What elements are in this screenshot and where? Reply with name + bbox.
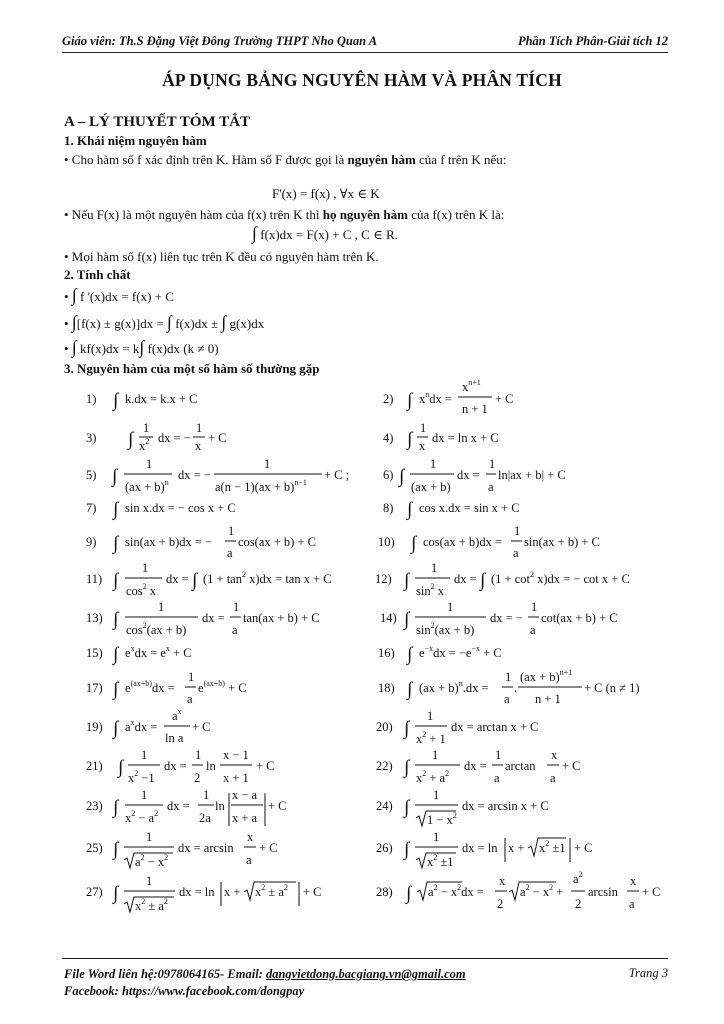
svg-text:sin2 x: $\sin^2 x$ <box>416 582 444 598</box>
svg-text:1: 1 <box>531 600 538 614</box>
svg-text:∫: ∫ <box>407 499 413 520</box>
svg-text:2: 2 <box>194 771 201 785</box>
svg-text:+ C (n ≠ 1): + C (n ≠ 1) <box>584 681 640 695</box>
svg-text:n + 1: n + 1 <box>462 402 488 416</box>
svg-text:1: 1 <box>195 748 202 762</box>
svg-text:∫: ∫ <box>404 839 410 860</box>
page-footer: File Word liên hệ:0978064165- Email: dangvietdong.bacgiang.vn@gmail.com Facebook: https://www.facebook.com/dongpay <box>64 967 466 998</box>
svg-text:∫: ∫ <box>113 609 119 630</box>
svg-text:dx =: dx = <box>167 799 190 813</box>
svg-text:x2 + a2: $x^2 + a^2$ <box>416 769 450 785</box>
svg-text:cos(ax + b) + C: cos(ax + b) + C <box>238 535 316 549</box>
svg-text:∫: ∫ <box>113 883 119 904</box>
svg-text:∫: ∫ <box>404 797 410 818</box>
svg-text:+ C: + C <box>256 759 275 773</box>
svg-text:dx = −: dx = − <box>490 611 523 625</box>
svg-text:16): 16) <box>378 646 395 660</box>
svg-text:a: a <box>629 897 635 911</box>
svg-text:∫: ∫ <box>399 466 405 487</box>
svg-text:21): 21) <box>86 759 103 773</box>
svg-text:arctan: arctan <box>505 759 536 773</box>
svg-text:∫: ∫ <box>113 499 119 520</box>
svg-text:dx = −: dx = − <box>178 468 211 482</box>
footer-email-link[interactable]: dangvietdong.bacgiang.vn@gmail.com <box>265 967 466 981</box>
svg-text:a: a <box>187 692 193 706</box>
s1-paragraph-3: • Mọi hàm số f(x) liên tục trên K đều có nguyên hàm trên K. <box>64 249 379 264</box>
svg-text:tan(ax + b) + C: tan(ax + b) + C <box>243 611 320 625</box>
svg-text:x − 1: x − 1 <box>223 748 249 762</box>
svg-text:3): 3) <box>86 431 97 445</box>
svg-text:sin(ax + b)dx = −: sin(ax + b)dx = − <box>125 535 213 549</box>
header-left: Giáo viên: Th.S Đặng Việt Đông Trường THPT Nho Quan A <box>62 34 378 48</box>
svg-text:∫: ∫ <box>118 757 124 778</box>
s1-paragraph-2: • Nếu F(x) là một nguyên hàm của f(x) trên K thì họ nguyên hàm của f(x) trên K là: <box>64 207 505 222</box>
svg-text:12): 12) <box>375 572 392 586</box>
svg-text:+ C: + C <box>208 431 227 445</box>
svg-text:a(n − 1)(ax + b)n−1: a(n − 1)(ax + b)$^{n-1}$ <box>215 478 307 494</box>
svg-text:1: 1 <box>141 748 148 762</box>
svg-text:a: a <box>530 623 536 637</box>
svg-text:22): 22) <box>376 759 393 773</box>
svg-text:sin2(ax + b): $\sin^2(ax + b)$ <box>416 621 475 637</box>
svg-text:1: 1 <box>433 788 440 802</box>
svg-text:13): 13) <box>86 611 103 625</box>
svg-text:+ C: + C <box>642 885 661 899</box>
svg-text:∫: ∫ <box>404 609 410 630</box>
svg-text:1: 1 <box>228 524 235 538</box>
svg-text:dx = ln: dx = ln <box>462 841 498 855</box>
svg-text:19): 19) <box>86 720 103 734</box>
svg-text:6): 6) <box>383 468 394 482</box>
svg-text:cos2 x: $\cos^2 x$ <box>126 582 157 598</box>
svg-text:+ C ;: + C ; <box>324 468 350 482</box>
svg-text:cot(ax + b) + C: cot(ax + b) + C <box>541 611 618 625</box>
svg-text:1: 1 <box>489 457 496 471</box>
svg-text:9): 9) <box>86 535 97 549</box>
s1-paragraph-1: • Cho hàm số f xác định trên K. Hàm số F được gọi là nguyên hàm của f trên K nếu: <box>64 152 507 167</box>
svg-text:∫: ∫ <box>113 797 119 818</box>
svg-text:5): 5) <box>86 468 97 482</box>
svg-text:2a: 2a <box>199 811 211 825</box>
svg-text:1: 1 <box>432 748 439 762</box>
svg-text:a: a <box>494 771 500 785</box>
svg-text:xndx =: $x^ndx$ = <box>419 390 452 406</box>
svg-text:x + 1: x + 1 <box>223 771 249 785</box>
svg-text:(ax + b)n.dx =: (ax + b)$^n$.dx = <box>419 679 489 695</box>
svg-text:∫: ∫ <box>112 466 118 487</box>
svg-text:1: 1 <box>427 709 434 723</box>
svg-text:x +: x + <box>224 885 241 899</box>
svg-text:dx = arcsin: dx = arcsin <box>178 841 234 855</box>
svg-text:2: 2 <box>575 897 582 911</box>
svg-text:a2 − x2dx =: $a^2 - x^2dx$ = <box>428 883 484 899</box>
svg-text:ln: ln <box>206 759 216 773</box>
svg-text:1: 1 <box>514 524 521 538</box>
svg-text:14): 14) <box>380 611 397 625</box>
svg-text:1: 1 <box>433 830 440 844</box>
svg-text:∫: ∫ <box>411 533 417 554</box>
svg-text:+ C: + C <box>574 841 593 855</box>
svg-text:∫: ∫ <box>113 718 119 739</box>
svg-text:1: 1 <box>146 830 153 844</box>
svg-text:a: a <box>488 480 494 494</box>
svg-text:x − a: x − a <box>232 788 258 802</box>
svg-text:.: . <box>514 681 518 695</box>
svg-text:a2: $a^2$ <box>573 870 583 886</box>
svg-text:∫: ∫ <box>407 429 413 450</box>
svg-text:n + 1: n + 1 <box>535 692 561 706</box>
svg-text:a2 − x2: $a^2 - x^2$ <box>135 853 169 869</box>
svg-text:x: x <box>247 830 254 844</box>
svg-text:1: 1 <box>158 600 165 614</box>
svg-text:∫: ∫ <box>404 757 410 778</box>
svg-text:a: a <box>246 853 252 867</box>
svg-text:2): 2) <box>383 392 394 406</box>
svg-text:dx = arctan x + C: dx = arctan x + C <box>451 720 539 734</box>
svg-text:dx =: dx = <box>464 759 487 773</box>
svg-text:28): 28) <box>376 885 393 899</box>
svg-text:x +: x + <box>508 841 525 855</box>
svg-text:1: 1 <box>495 748 502 762</box>
svg-text:+ C: + C <box>562 759 581 773</box>
svg-text:x: x <box>630 874 637 888</box>
svg-text:1: 1 <box>447 600 454 614</box>
svg-text:∫: ∫ <box>407 679 413 700</box>
svg-text:1: 1 <box>141 788 148 802</box>
svg-text:x2 ±1: $x^2 \pm 1$ <box>427 853 454 869</box>
svg-text:axdx =: $a^xdx$ = <box>125 718 158 734</box>
svg-text:∫: ∫ <box>113 644 119 665</box>
svg-text:1): 1) <box>86 392 97 406</box>
svg-text:∫: ∫ <box>113 390 119 411</box>
svg-text:e(ax+b)dx =: $e^{(ax+b)}dx$ = <box>125 679 175 695</box>
s2-heading: 2. Tính chất <box>64 267 131 282</box>
svg-text:x: x <box>195 439 202 453</box>
footer-facebook: Facebook: https://www.facebook.com/dongpay <box>64 983 305 998</box>
svg-text:dx = ln x + C: dx = ln x + C <box>432 431 499 445</box>
svg-text:x + a: x + a <box>232 811 258 825</box>
svg-text:ax: $a^x$ <box>172 707 182 723</box>
footer-divider <box>62 958 668 959</box>
svg-text:∫: ∫ <box>404 718 410 739</box>
svg-text:a: a <box>550 771 556 785</box>
property-1: • ∫ f '(x)dx = f(x) + C <box>64 285 174 305</box>
svg-text:25): 25) <box>86 841 103 855</box>
svg-text:4): 4) <box>383 431 394 445</box>
svg-text:e−xdx = −e−x + C: $e^{-x}dx = -e^{-x} + C$ <box>419 644 502 660</box>
svg-text:x2 + 1: $x^2 + 1$ <box>416 730 446 746</box>
svg-text:1 − x2: $1 - x^2$ <box>427 811 457 827</box>
svg-text:1: 1 <box>420 421 427 435</box>
svg-text:17): 17) <box>86 681 103 695</box>
svg-text:∫: ∫ <box>480 570 486 591</box>
svg-text:+ C: + C <box>259 841 278 855</box>
svg-text:∫: ∫ <box>192 570 198 591</box>
svg-text:1: 1 <box>264 457 271 471</box>
svg-text:arcsin: arcsin <box>588 885 618 899</box>
svg-text:15): 15) <box>86 646 103 660</box>
svg-text:(ax + b)n: (ax + b)$^n$ <box>125 478 169 494</box>
property-3: • ∫ kf(x)dx = k∫ f(x)dx (k ≠ 0) <box>64 337 219 357</box>
svg-text:dx =: dx = <box>202 611 225 625</box>
svg-text:∫: ∫ <box>404 570 410 591</box>
svg-text:10): 10) <box>378 535 395 549</box>
svg-text:cos x.dx = sin x + C: cos x.dx = sin x + C <box>419 501 520 515</box>
svg-text:x2: $x^2$ <box>139 437 150 453</box>
svg-text:1: 1 <box>143 421 150 435</box>
svg-text:x2 ±1: $x^2 \pm 1$ <box>539 839 566 855</box>
svg-text:1: 1 <box>431 561 438 575</box>
page-title: ÁP DỤNG BẢNG NGUYÊN HÀM VÀ PHÂN TÍCH <box>162 70 562 90</box>
svg-text:1: 1 <box>142 561 149 575</box>
svg-text:dx = arcsin x + C: dx = arcsin x + C <box>462 799 549 813</box>
svg-text:∫: ∫ <box>406 883 412 904</box>
svg-text:∫: ∫ <box>113 679 119 700</box>
svg-text:x2 ± a2: $x^2 \pm a^2$ <box>135 897 168 913</box>
svg-text:ln a: ln a <box>165 731 184 745</box>
svg-text:dx = −: dx = − <box>158 431 191 445</box>
svg-text:(1 + tan2 x)dx = tan x + C: $(1 + \tan^2 x)dx = \tan x + C$ <box>203 570 332 586</box>
svg-text:cos2(ax + b): $\cos^2(ax + b)$ <box>126 621 187 637</box>
svg-text:dx =: dx = <box>454 572 477 586</box>
svg-text:1: 1 <box>146 874 153 888</box>
svg-text:+ C: + C <box>303 885 322 899</box>
svg-text:(ax + b): (ax + b) <box>411 480 451 494</box>
svg-text:exdx = ex + C: $e^xdx = e^x + C$ <box>125 644 192 660</box>
svg-text:a2 − x2 +: $a^2 - x^2$ + <box>520 883 564 899</box>
svg-text:x2 − a2: $x^2 - a^2$ <box>125 809 159 825</box>
svg-text:a: a <box>232 623 238 637</box>
svg-text:dx =: dx = <box>164 759 187 773</box>
formula-derivative-def: F'(x) = f(x) , ∀x ∈ K <box>272 186 380 201</box>
svg-text:x2 ± a2: $x^2 \pm a^2$ <box>255 883 288 899</box>
svg-text:26): 26) <box>376 841 393 855</box>
svg-text:∫: ∫ <box>128 429 134 450</box>
page-number: Trang 3 <box>628 966 668 980</box>
svg-text:dx =: dx = <box>166 572 189 586</box>
svg-text:+ C: + C <box>495 392 514 406</box>
section-a-heading: A – LÝ THUYẾT TÓM TẮT <box>64 114 251 130</box>
svg-text:∫: ∫ <box>407 390 413 411</box>
svg-text:x: x <box>499 874 506 888</box>
svg-text:a: a <box>513 546 519 560</box>
svg-text:∫: ∫ <box>113 570 119 591</box>
svg-text:dx = ln: dx = ln <box>179 885 215 899</box>
svg-text:xn+1: $x^{n+1}$ <box>462 378 481 394</box>
svg-text:+ C: + C <box>192 720 211 734</box>
svg-text:(ax + b)n+1: (ax + b)$^{n+1}$ <box>520 668 573 684</box>
svg-text:∫: ∫ <box>407 644 413 665</box>
svg-text:a: a <box>504 692 510 706</box>
svg-text:sin x.dx = − cos x + C: sin x.dx = − cos x + C <box>125 501 236 515</box>
svg-text:x2 −1: $x^2 -1$ <box>128 769 155 785</box>
svg-text:+ C: + C <box>268 799 287 813</box>
svg-text:∫: ∫ <box>113 839 119 860</box>
svg-text:27): 27) <box>86 885 103 899</box>
property-2: • ∫[f(x) ± g(x)]dx = ∫ f(x)dx ± ∫ g(x)dx <box>64 312 265 332</box>
svg-text:(1 + cot2 x)dx = − cot x + C: $(1 + \cot^2 x)dx$ = − cot x + C <box>491 570 630 586</box>
svg-text:1: 1 <box>146 457 153 471</box>
svg-text:x: x <box>551 748 558 762</box>
svg-text:11): 11) <box>86 572 103 586</box>
svg-text:1: 1 <box>233 600 240 614</box>
svg-text:cos(ax + b)dx =: cos(ax + b)dx = <box>423 535 503 549</box>
svg-text:dx =: dx = <box>457 468 480 482</box>
svg-text:x: x <box>419 439 426 453</box>
svg-text:sin(ax + b) + C: sin(ax + b) + C <box>524 535 600 549</box>
svg-text:8): 8) <box>383 501 394 515</box>
svg-text:24): 24) <box>376 799 393 813</box>
svg-text:k.dx = k.x + C: k.dx = k.x + C <box>125 392 198 406</box>
s3-heading: 3. Nguyên hàm của một số hàm số thường gặp <box>64 361 320 376</box>
svg-text:7): 7) <box>86 501 97 515</box>
svg-text:e(ax+b) + C: $e^{(ax+b)} + C$ <box>198 679 247 695</box>
svg-text:ln|ax + b| + C: ln|ax + b| + C <box>498 468 566 482</box>
svg-text:1: 1 <box>188 670 195 684</box>
svg-text:1: 1 <box>203 788 210 802</box>
formula-family-primitive: ∫ f(x)dx = F(x) + C , C ∈ R. <box>252 223 398 243</box>
svg-text:1: 1 <box>505 670 512 684</box>
svg-text:1: 1 <box>196 421 203 435</box>
svg-text:ln: ln <box>215 799 225 813</box>
svg-text:1: 1 <box>430 457 437 471</box>
svg-text:a: a <box>227 546 233 560</box>
svg-text:18): 18) <box>378 681 395 695</box>
svg-text:∫: ∫ <box>113 533 119 554</box>
s1-heading: 1. Khái niệm nguyên hàm <box>64 133 207 148</box>
svg-text:2: 2 <box>497 897 504 911</box>
header-right: Phần Tích Phân-Giải tích 12 <box>517 34 668 48</box>
svg-text:20): 20) <box>376 720 393 734</box>
svg-text:23): 23) <box>86 799 103 813</box>
